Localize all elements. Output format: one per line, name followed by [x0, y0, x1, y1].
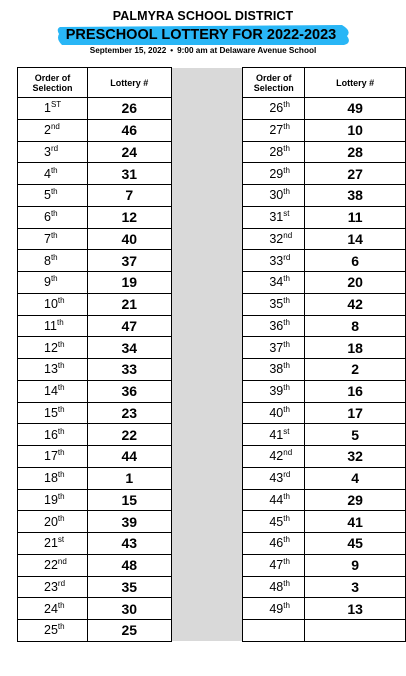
ordinal-suffix: nd: [283, 448, 293, 458]
order-number: 10: [44, 297, 58, 312]
ordinal-suffix: nd: [57, 557, 67, 567]
lottery-number-cell: 24: [87, 141, 171, 163]
order-number: 4: [44, 166, 51, 181]
lottery-number-cell: 29: [305, 489, 406, 511]
order-number: 47: [269, 558, 284, 573]
order-number: 12: [44, 340, 58, 355]
order-number: 7: [44, 231, 51, 246]
lottery-number-cell: 44: [87, 446, 171, 468]
order-number: 49: [269, 601, 284, 616]
ordinal-suffix: th: [283, 557, 290, 567]
lottery-number-cell: 33: [87, 359, 171, 381]
ordinal-suffix: th: [57, 513, 65, 523]
lottery-number-cell: 40: [87, 228, 171, 250]
lottery-number-cell: 43: [87, 533, 171, 555]
ordinal-suffix: th: [283, 491, 290, 501]
lottery-number-cell: 31: [87, 163, 171, 185]
ordinal-suffix: th: [50, 165, 58, 175]
order-of-selection-cell: [243, 206, 305, 228]
ordinal-suffix: th: [283, 535, 290, 545]
ordinal-suffix: th: [50, 187, 58, 197]
order-number: 22: [44, 558, 58, 573]
ordinal-suffix: th: [50, 252, 58, 262]
order-number: 5: [44, 188, 51, 203]
order-number: 34: [269, 275, 284, 290]
ordinal-suffix: th: [283, 100, 290, 110]
order-number: 37: [269, 340, 284, 355]
order-number: 27: [269, 123, 284, 138]
ordinal-suffix: th: [57, 361, 65, 371]
order-of-selection-cell: [18, 228, 88, 250]
order-number: 42: [269, 449, 284, 464]
lottery-number-cell: 3: [305, 576, 406, 598]
order-of-selection-cell: [18, 576, 88, 598]
order-of-selection-cell: [18, 272, 88, 294]
column-header-lottery-left: Lottery #: [87, 68, 171, 98]
order-number: 25: [44, 623, 58, 638]
ordinal-suffix: th: [57, 470, 65, 480]
district-name: PALMYRA SCHOOL DISTRICT: [112, 9, 294, 23]
ordinal-suffix: st: [57, 535, 65, 545]
lottery-number-cell: 23: [87, 402, 171, 424]
ordinal-suffix: th: [283, 578, 290, 588]
order-of-selection-cell: [243, 380, 305, 402]
order-number: 19: [44, 492, 58, 507]
ordinal-suffix: th: [283, 383, 290, 393]
lottery-number-cell: 21: [87, 293, 171, 315]
order-number: 13: [44, 362, 58, 377]
order-number: 21: [44, 536, 58, 551]
order-of-selection-cell: [243, 272, 305, 294]
order-number: 9: [44, 275, 51, 290]
order-number: 20: [44, 514, 58, 529]
ordinal-suffix: th: [56, 317, 64, 327]
ordinal-suffix: th: [50, 209, 58, 219]
order-of-selection-cell: [243, 315, 305, 337]
order-of-selection-cell: [243, 576, 305, 598]
ordinal-suffix: th: [283, 165, 290, 175]
ordinal-suffix: th: [283, 513, 290, 523]
ordinal-suffix: st: [283, 426, 290, 436]
lottery-number-cell: 17: [305, 402, 406, 424]
order-of-selection-cell: [243, 141, 305, 163]
lottery-number-cell: 1: [87, 467, 171, 489]
order-of-selection-cell: [243, 185, 305, 207]
lottery-number-cell: [305, 620, 406, 642]
lottery-number-cell: 8: [305, 315, 406, 337]
order-number: 41: [269, 427, 284, 442]
lottery-number-cell: 26: [87, 98, 171, 120]
order-of-selection-cell: [243, 163, 305, 185]
lottery-number-cell: 30: [87, 598, 171, 620]
lottery-number-cell: 11: [305, 206, 406, 228]
order-number: 31: [269, 210, 284, 225]
order-of-selection-cell: [243, 359, 305, 381]
order-number: 18: [44, 471, 58, 486]
ordinal-suffix: th: [50, 274, 58, 284]
gray-divider-column: [171, 68, 243, 642]
bullet-separator: •: [170, 46, 174, 55]
lottery-number-cell: 20: [305, 272, 406, 294]
ordinal-suffix: rd: [57, 578, 66, 588]
lottery-number-cell: 6: [305, 250, 406, 272]
ordinal-suffix: th: [283, 274, 290, 284]
order-of-selection-cell: [18, 511, 88, 533]
order-of-selection-cell: [243, 228, 305, 250]
order-number: 3: [44, 144, 51, 159]
order-of-selection-cell: [18, 424, 88, 446]
order-of-selection-cell: [18, 206, 88, 228]
lottery-number-cell: 5: [305, 424, 406, 446]
ordinal-suffix: th: [57, 339, 65, 349]
lottery-number-cell: 49: [305, 98, 406, 120]
order-of-selection-cell: [18, 250, 88, 272]
ordinal-suffix: th: [57, 296, 65, 306]
title-banner: [56, 25, 354, 45]
lottery-number-cell: 35: [87, 576, 171, 598]
order-of-selection-cell: [18, 163, 88, 185]
lottery-number-cell: 7: [87, 185, 171, 207]
ordinal-suffix: th: [283, 122, 290, 132]
column-header-lottery-right: Lottery #: [305, 68, 406, 98]
order-of-selection-cell: [243, 598, 305, 620]
order-of-selection-cell: [18, 98, 88, 120]
ordinal-suffix: nd: [50, 122, 60, 132]
order-of-selection-cell: [18, 293, 88, 315]
order-number: 35: [269, 297, 284, 312]
lottery-number-cell: 4: [305, 467, 406, 489]
lottery-number-cell: 34: [87, 337, 171, 359]
order-number: 43: [269, 471, 284, 486]
order-number: 46: [269, 536, 284, 551]
event-date: September 15, 2022: [89, 46, 167, 55]
order-of-selection-cell: [243, 467, 305, 489]
order-of-selection-cell: [243, 98, 305, 120]
order-of-selection-cell: [18, 315, 88, 337]
lottery-number-cell: 14: [305, 228, 406, 250]
ordinal-suffix: th: [283, 187, 290, 197]
order-of-selection-cell: [243, 511, 305, 533]
order-number: 16: [44, 427, 58, 442]
order-number: 6: [44, 210, 51, 225]
order-number: 40: [269, 405, 284, 420]
lottery-number-cell: 36: [87, 380, 171, 402]
page-title: PRESCHOOL LOTTERY FOR 2022-2023: [65, 27, 337, 43]
lottery-number-cell: 25: [87, 620, 171, 642]
order-number: 26: [269, 101, 284, 116]
order-number: 30: [269, 188, 284, 203]
ordinal-suffix: th: [283, 600, 290, 610]
lottery-number-cell: 48: [87, 554, 171, 576]
order-of-selection-cell: [18, 141, 88, 163]
ordinal-suffix: th: [283, 143, 290, 153]
order-of-selection-cell: [18, 620, 88, 642]
order-number: 8: [44, 253, 51, 268]
lottery-number-cell: 42: [305, 293, 406, 315]
order-of-selection-cell: [243, 337, 305, 359]
order-number: 44: [269, 492, 284, 507]
ordinal-suffix: th: [283, 317, 290, 327]
order-number: 15: [44, 405, 58, 420]
ordinal-suffix: rd: [283, 470, 291, 480]
ordinal-suffix: rd: [283, 252, 291, 262]
order-number: 11: [44, 318, 57, 333]
order-of-selection-cell: [18, 359, 88, 381]
ordinal-suffix: ST: [50, 100, 62, 110]
order-number: 29: [269, 166, 284, 181]
ordinal-suffix: st: [283, 209, 290, 219]
lottery-number-cell: 32: [305, 446, 406, 468]
lottery-number-cell: 12: [87, 206, 171, 228]
order-number: 14: [44, 384, 58, 399]
order-number: 32: [269, 231, 284, 246]
lottery-number-cell: 16: [305, 380, 406, 402]
order-number: 38: [269, 362, 284, 377]
lottery-number-cell: 39: [87, 511, 171, 533]
ordinal-suffix: th: [283, 361, 290, 371]
lottery-number-cell: 46: [87, 119, 171, 141]
order-number: 1: [44, 101, 51, 116]
table-header-row: [18, 68, 406, 98]
order-number: 45: [269, 514, 284, 529]
lottery-number-cell: 13: [305, 598, 406, 620]
lottery-number-cell: 22: [87, 424, 171, 446]
lottery-number-cell: 27: [305, 163, 406, 185]
order-of-selection-cell: [243, 554, 305, 576]
ordinal-suffix: th: [57, 622, 65, 632]
lottery-number-cell: 37: [87, 250, 171, 272]
order-of-selection-cell: [243, 119, 305, 141]
lottery-number-cell: 9: [305, 554, 406, 576]
ordinal-suffix: nd: [283, 230, 293, 240]
ordinal-suffix: th: [283, 296, 290, 306]
column-header-order-left: Order of Selection: [18, 68, 88, 98]
ordinal-suffix: th: [283, 339, 290, 349]
order-of-selection-cell: [243, 489, 305, 511]
order-number: 36: [269, 318, 284, 333]
ordinal-suffix: th: [283, 404, 290, 414]
order-number: 28: [269, 144, 284, 159]
lottery-number-cell: 19: [87, 272, 171, 294]
order-of-selection-cell: [18, 598, 88, 620]
order-of-selection-cell: [18, 489, 88, 511]
order-of-selection-cell: [243, 620, 305, 642]
order-of-selection-cell: [243, 402, 305, 424]
order-of-selection-cell: [18, 380, 88, 402]
lottery-number-cell: 18: [305, 337, 406, 359]
order-of-selection-cell: [18, 402, 88, 424]
column-header-order-right: Order of Selection: [243, 68, 305, 98]
lottery-number-cell: 45: [305, 533, 406, 555]
ordinal-suffix: th: [57, 448, 65, 458]
ordinal-suffix: th: [57, 491, 65, 501]
lottery-number-cell: 47: [87, 315, 171, 337]
ordinal-suffix: th: [57, 404, 65, 414]
ordinal-suffix: th: [57, 383, 65, 393]
ordinal-suffix: rd: [50, 143, 59, 153]
lottery-number-cell: 10: [305, 119, 406, 141]
order-number: 17: [44, 449, 58, 464]
ordinal-suffix: th: [57, 426, 65, 436]
order-number: 23: [44, 579, 58, 594]
order-of-selection-cell: [243, 446, 305, 468]
ordinal-suffix: th: [57, 600, 65, 610]
event-date-line: [0, 46, 406, 55]
order-of-selection-cell: [18, 554, 88, 576]
order-of-selection-cell: [18, 467, 88, 489]
lottery-table: [17, 67, 406, 642]
order-number: 39: [269, 384, 284, 399]
order-of-selection-cell: [18, 533, 88, 555]
lottery-number-cell: 38: [305, 185, 406, 207]
order-of-selection-cell: [243, 250, 305, 272]
order-of-selection-cell: [18, 446, 88, 468]
lottery-number-cell: 28: [305, 141, 406, 163]
lottery-number-cell: 2: [305, 359, 406, 381]
order-number: 33: [269, 253, 284, 268]
order-of-selection-cell: [243, 533, 305, 555]
event-time-place: 9:00 am at Delaware Avenue School: [177, 46, 317, 55]
ordinal-suffix: th: [50, 230, 58, 240]
order-number: 48: [269, 579, 284, 594]
lottery-number-cell: 15: [87, 489, 171, 511]
order-of-selection-cell: [243, 293, 305, 315]
order-number: 2: [44, 123, 51, 138]
order-of-selection-cell: [243, 424, 305, 446]
order-of-selection-cell: [18, 119, 88, 141]
order-of-selection-cell: [18, 337, 88, 359]
order-of-selection-cell: [18, 185, 88, 207]
order-number: 24: [44, 601, 58, 616]
lottery-number-cell: 41: [305, 511, 406, 533]
